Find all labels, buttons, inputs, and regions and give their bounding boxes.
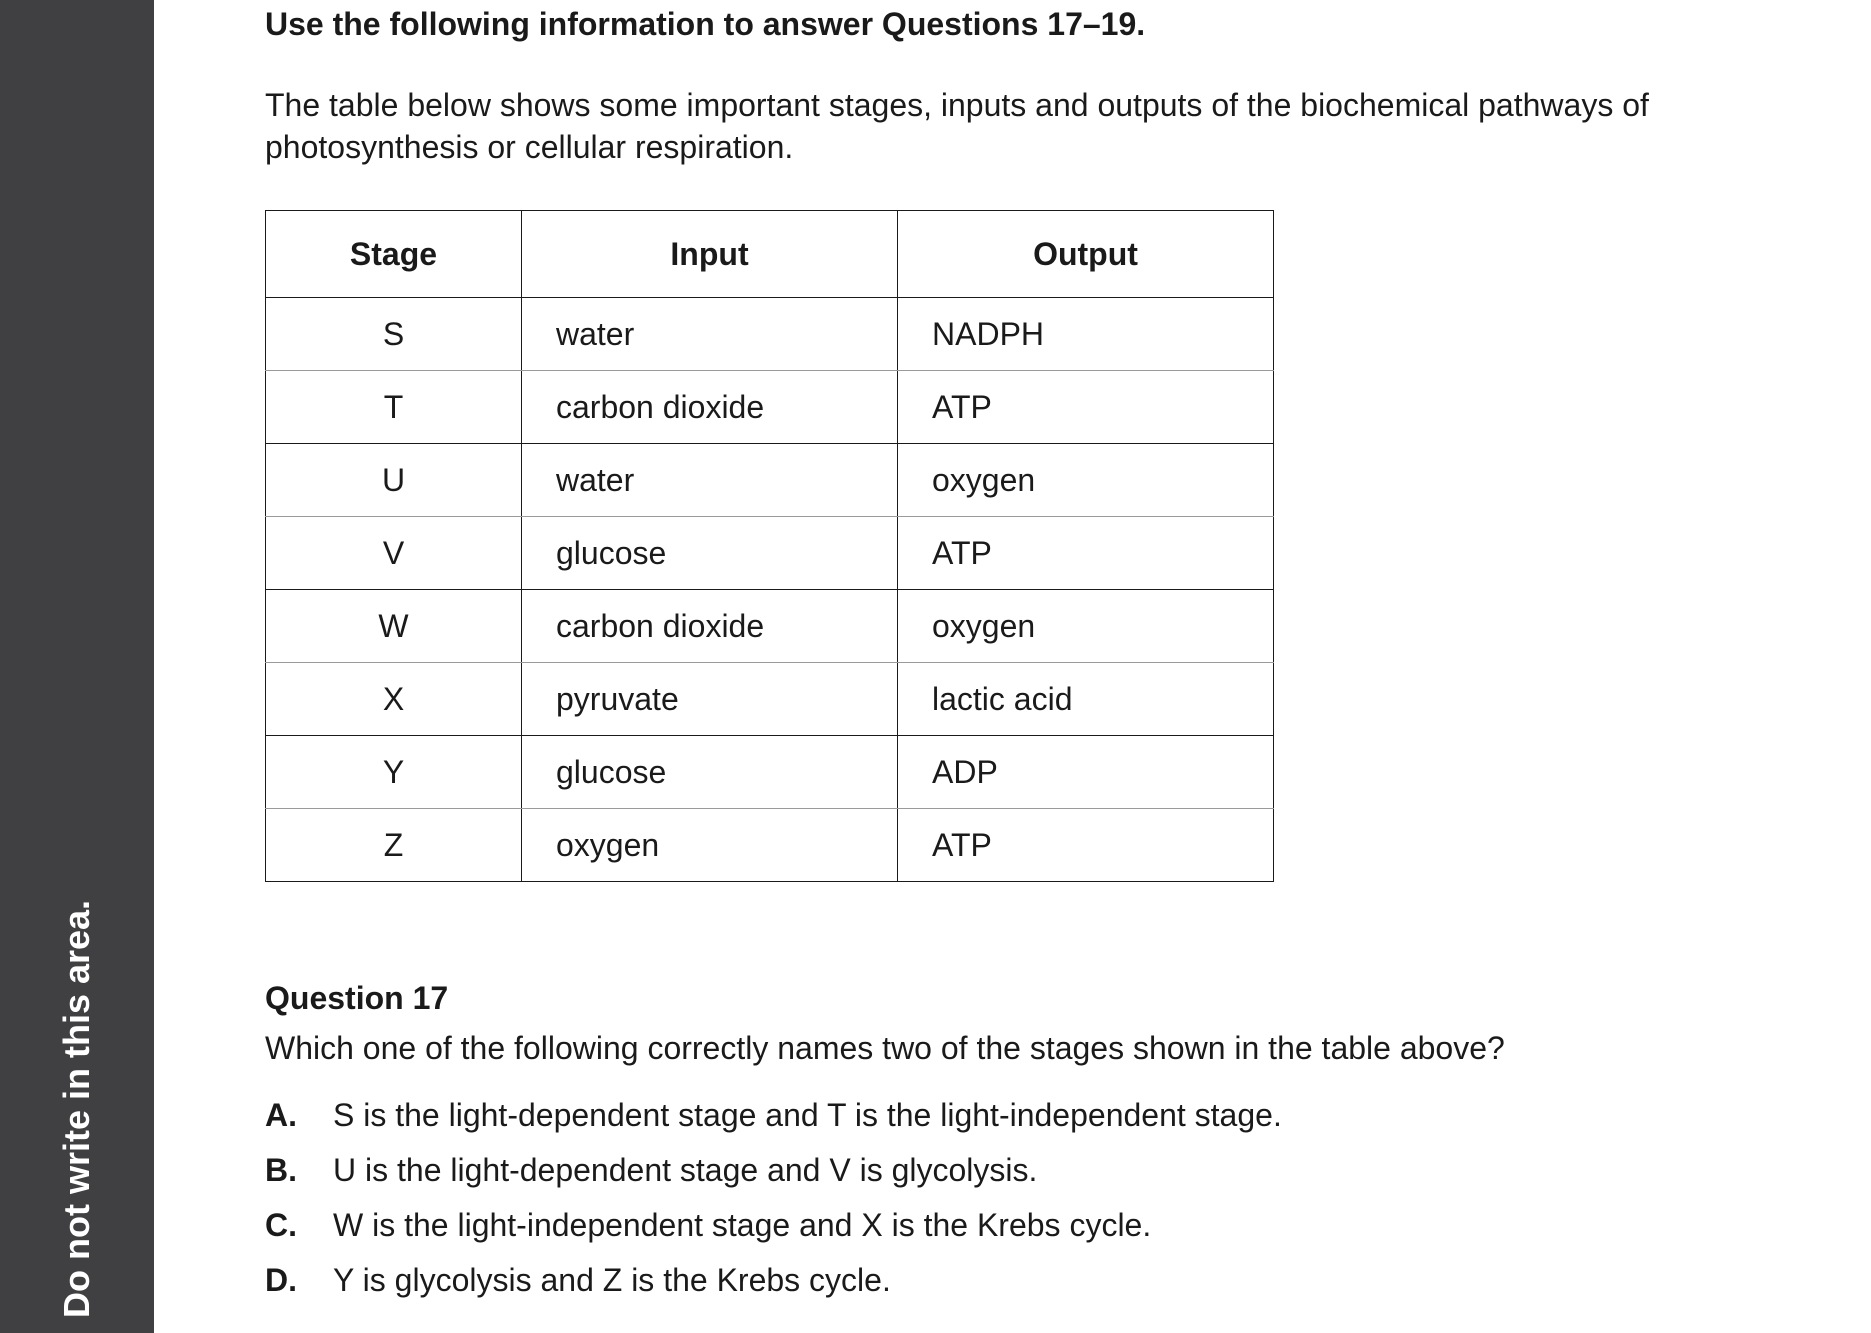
table-row: [266, 590, 1274, 663]
option-text: Y is glycolysis and Z is the Krebs cycle.: [333, 1262, 891, 1298]
table-row: [266, 809, 1274, 882]
option-letter: B.: [265, 1152, 297, 1188]
input-cell: glucose: [522, 736, 898, 809]
header-output: Output: [898, 211, 1274, 298]
intro-heading: Use the following information to answer Questions 17–19.: [265, 6, 1146, 42]
stage-cell: V: [266, 517, 522, 590]
option-d[interactable]: [265, 1253, 1282, 1308]
input-cell: water: [522, 298, 898, 371]
header-input: Input: [522, 211, 898, 298]
stage-cell: Z: [266, 809, 522, 882]
output-cell: oxygen: [898, 590, 1274, 663]
question-stem: Which one of the following correctly names two of the stages shown in the table above?: [265, 1030, 1505, 1066]
input-cell: carbon dioxide: [522, 371, 898, 444]
option-c[interactable]: [265, 1198, 1282, 1253]
output-cell: ATP: [898, 371, 1274, 444]
question-heading: Question 17: [265, 980, 449, 1016]
output-cell: lactic acid: [898, 663, 1274, 736]
option-a[interactable]: [265, 1088, 1282, 1143]
table-row: [266, 736, 1274, 809]
stage-cell: U: [266, 444, 522, 517]
table-row: [266, 371, 1274, 444]
stage-cell: S: [266, 298, 522, 371]
output-cell: ATP: [898, 517, 1274, 590]
answer-options: [265, 1088, 1282, 1308]
stages-table: [265, 210, 1274, 882]
option-text: U is the light-dependent stage and V is glycolysis.: [333, 1152, 1038, 1188]
output-cell: ADP: [898, 736, 1274, 809]
option-b[interactable]: [265, 1143, 1282, 1198]
output-cell: oxygen: [898, 444, 1274, 517]
input-cell: carbon dioxide: [522, 590, 898, 663]
option-text: W is the light-independent stage and X is the Krebs cycle.: [333, 1207, 1152, 1243]
input-cell: pyruvate: [522, 663, 898, 736]
option-text: S is the light-dependent stage and T is the light-independent stage.: [333, 1097, 1282, 1133]
input-cell: glucose: [522, 517, 898, 590]
table-row: [266, 517, 1274, 590]
margin-bar: [0, 0, 154, 1333]
table-header-row: [266, 211, 1274, 298]
header-stage: Stage: [266, 211, 522, 298]
input-cell: water: [522, 444, 898, 517]
option-letter: D.: [265, 1262, 297, 1298]
stage-cell: X: [266, 663, 522, 736]
output-cell: NADPH: [898, 298, 1274, 371]
input-cell: oxygen: [522, 809, 898, 882]
table-row: [266, 298, 1274, 371]
table-row: [266, 444, 1274, 517]
stage-cell: T: [266, 371, 522, 444]
option-letter: A.: [265, 1097, 297, 1133]
stage-cell: Y: [266, 736, 522, 809]
output-cell: ATP: [898, 809, 1274, 882]
option-letter: C.: [265, 1207, 297, 1243]
stage-cell: W: [266, 590, 522, 663]
intro-text: The table below shows some important stages, inputs and outputs of the biochemical pathways of photosynthesis or cellular respiration.: [265, 87, 1649, 165]
margin-warning-text: Do not write in this area.: [56, 899, 97, 1318]
table-row: [266, 663, 1274, 736]
